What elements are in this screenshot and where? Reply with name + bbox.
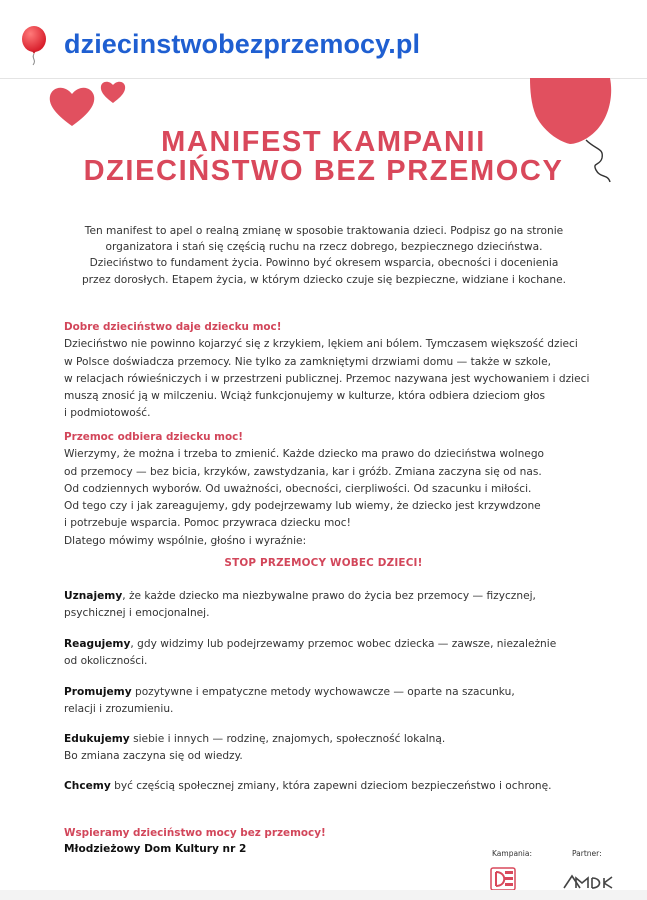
balloon-icon <box>20 26 48 66</box>
organization-name: Młodzieżowy Dom Kultury nr 2 <box>64 843 247 855</box>
paragraph-line: od przemocy — bez bicia, krzyków, zawstydzania, kar i gróźb. Zmiana zaczyna się od nas. <box>64 465 542 478</box>
pledge-item <box>64 731 584 765</box>
paragraph-line: w relacjach rówieśniczych i w przestrzeni publicznej. Przemoc nazywana jest wychowaniem i dzieci <box>64 372 590 385</box>
stop-slogan: STOP PRZEMOCY WOBEC DZIECI! <box>224 557 423 569</box>
paragraph-line: i podmiotowość. <box>64 407 151 420</box>
pledge-verb: Edukujemy <box>64 733 130 745</box>
pledge-verb: Chcemy <box>64 780 111 792</box>
pledge-text: być częścią społecznej zmiany, która zapewni dzieciom bezpieczeństwo i ochronę. <box>110 780 552 792</box>
pledge-text: siebie i innych — rodzinę, znajomych, społeczność lokalną. <box>129 733 446 745</box>
intro-paragraph <box>60 223 588 288</box>
pledge-item <box>64 588 584 622</box>
paragraph-line: Od tego czy i jak zareagujemy, gdy podejrzewamy lub wiemy, że dziecko jest krzywdzone <box>64 500 541 513</box>
intro-line: przez dorosłych. Etapem życia, w którym dziecko czuje się bezpieczne, widziane i kochane. <box>81 273 567 286</box>
paragraph-line: w Polsce doświadcza przemocy. Nie tylko za zamkniętymi drzwiami domu — także w szkole, <box>64 355 551 368</box>
paragraph-line: muszą znosić ją w milczeniu. Wciąż funkcjonujemy w kulturze, która odbiera dzieciom głos <box>64 390 546 403</box>
pledge-text-line2: od okoliczności. <box>64 654 148 667</box>
heart-small-icon <box>100 80 126 104</box>
top-bar <box>0 0 647 79</box>
pledge-text: , że każde dziecko ma niezbywalne prawo do życia bez przemocy — fizycznej, <box>122 590 536 602</box>
campaign-label: Kampania: <box>492 849 533 858</box>
partner-logo-icon <box>562 872 618 890</box>
partner-label: Partner: <box>572 849 602 858</box>
title-line-1: MANIFEST KAMPANII <box>161 126 486 158</box>
section-heading: Dobre dzieciństwo daje dziecku moc! <box>64 321 282 333</box>
pledge-item <box>64 636 584 670</box>
pledge-verb: Promujemy <box>64 686 132 698</box>
pledge-item <box>64 778 584 795</box>
site-url-link[interactable]: dziecinstwobezprzemocy.pl <box>64 29 421 59</box>
paragraph-line: i potrzebuje wsparcia. Pomoc przywraca dziecku moc! <box>64 517 351 530</box>
intro-line: Dzieciństwo to fundament życia. Powinno być okresem wsparcia, obecności i docenienia <box>89 257 559 270</box>
support-slogan: Wspieramy dzieciństwo mocy bez przemocy! <box>64 827 326 839</box>
pledge-text-line2: Bo zmiana zaczyna się od wiedzy. <box>64 749 243 762</box>
pledge-text-line2: relacji i zrozumieniu. <box>64 702 174 715</box>
bottom-bar <box>0 890 647 900</box>
title-line-2: DZIECIŃSTWO BEZ PRZEMOCY <box>83 155 564 187</box>
section-violence <box>64 429 584 550</box>
intro-line: Ten manifest to apel o realną zmianę w sposobie traktowania dzieci. Podpisz go na stronie <box>84 225 564 237</box>
pledge-verb: Uznajemy <box>64 590 123 602</box>
paragraph-line: Wierzymy, że można i trzeba to zmienić. Każde dziecko ma prawo do dzieciństwa wolnego <box>64 448 545 461</box>
paragraph-line: Dzieciństwo nie powinno kojarzyć się z krzykiem, lękiem ani bólem. Tymczasem większość dzieci <box>64 338 578 351</box>
campaign-logo-icon <box>487 866 531 890</box>
pledge-text: , gdy widzimy lub podejrzewamy przemoc wobec dziecka — zawsze, niezależnie <box>130 638 557 650</box>
section-good-childhood <box>64 319 590 423</box>
pledge-text-line2: psychicznej i emocjonalnej. <box>64 606 210 619</box>
heart-left-icon <box>48 84 96 128</box>
section-heading: Przemoc odbiera dziecku moc! <box>64 431 243 443</box>
intro-line: organizatora i stań się częścią ruchu na rzecz dobrego, bezpiecznego dzieciństwa. <box>105 241 543 254</box>
paragraph-line: Dlatego mówimy wspólnie, głośno i wyraźnie: <box>64 534 307 547</box>
pledge-item <box>64 684 584 718</box>
pledge-verb: Reagujemy <box>64 638 131 650</box>
paragraph-line: Od codziennych wyborów. Od uważności, obecności, cierpliwości. Od szacunku i miłości. <box>64 482 532 495</box>
pledge-text: pozytywne i empatyczne metody wychowawcze — oparte na szacunku, <box>131 686 515 698</box>
